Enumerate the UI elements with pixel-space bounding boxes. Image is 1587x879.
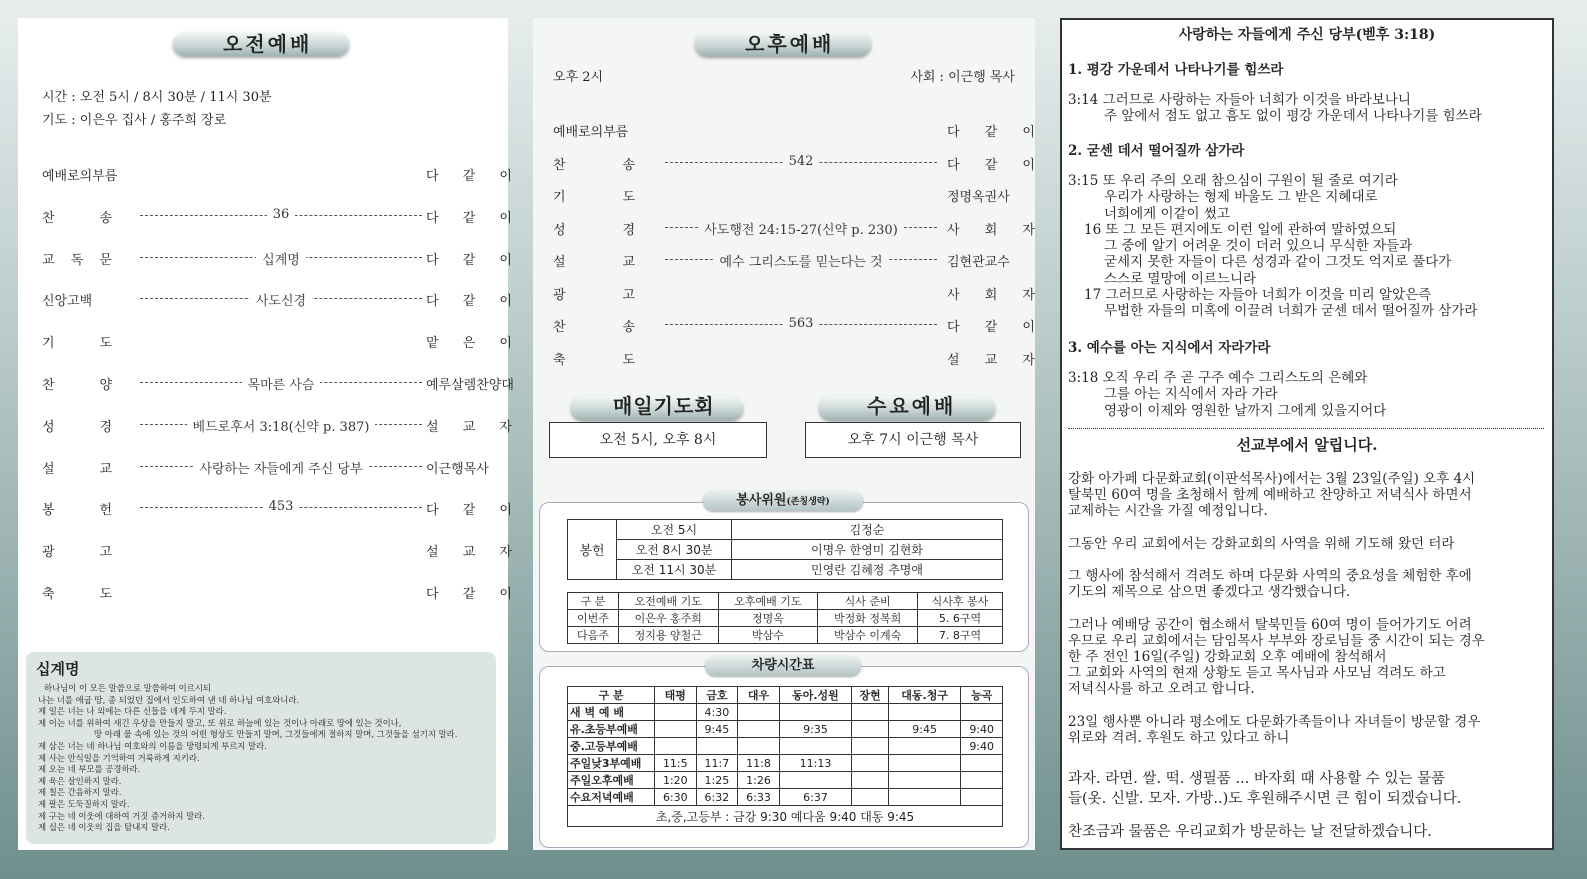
vehicle-cell: 6:33 — [738, 789, 780, 806]
offering-time: 오전 11시 30분 — [617, 560, 732, 580]
offering-names: 이명우 한영미 김현화 — [732, 540, 1003, 560]
order-item-name: 기 도 — [553, 190, 635, 205]
mission-line: 우므로 우리 교회에서는 담임목사 부부와 장로님들 중 시간이 되는 경우 — [1068, 632, 1485, 649]
vehicle-header-cell: 금호 — [696, 687, 738, 704]
mission-closing-3: 찬조금과 물품은 우리교회가 방문하는 날 전달하겠습니다. — [1068, 824, 1432, 840]
order-row — [42, 499, 512, 517]
vehicle-row — [568, 755, 1003, 772]
vehicle-footer-row — [568, 806, 1003, 827]
order-item-detail — [140, 207, 422, 222]
vehicle-cell — [961, 755, 1003, 772]
vehicle-cell — [779, 704, 851, 721]
duty-header-cell: 오후예배 기도 — [718, 593, 818, 610]
order-row — [553, 349, 1035, 367]
order-item-name: 찬 송 — [553, 157, 635, 173]
duty-table — [567, 592, 1003, 644]
vehicle-cell — [888, 789, 960, 806]
duty-cell: 박정화 정복희 — [818, 610, 918, 627]
order-item-leader: 다 같 이 — [947, 125, 1035, 140]
vehicle-cell — [852, 772, 889, 789]
offering-row — [568, 540, 1003, 560]
vehicle-cell — [738, 738, 780, 755]
vehicle-cell — [888, 738, 960, 755]
order-item-leader: 설 교 자 — [947, 352, 1035, 368]
vehicle-cell: 11:5 — [655, 755, 697, 772]
vehicle-cell: 6:30 — [655, 789, 697, 806]
order-item-detail — [140, 290, 422, 309]
vehicle-cell: 11:7 — [696, 755, 738, 772]
order-row — [42, 541, 512, 559]
sermon-line: 그를 아는 지식에서 자라 가라 — [1104, 386, 1278, 403]
order-item-detail-text: 목마른 사슴 — [242, 378, 321, 393]
mission-line: 탈북민 60여 명을 초청해서 함께 예배하고 찬양하고 저녁식사 하면서 — [1068, 487, 1472, 504]
vehicle-header-cell: 능곡 — [961, 687, 1003, 704]
notice-panel — [1060, 18, 1554, 850]
order-item-name: 축 도 — [553, 352, 635, 368]
vehicle-header-row — [568, 687, 1003, 704]
offering-time: 오전 8시 30분 — [617, 540, 732, 560]
order-item-name: 기 도 — [42, 336, 112, 352]
vehicle-header-cell: 장현 — [852, 687, 889, 704]
afternoon-service-panel — [533, 18, 1035, 850]
vehicle-cell — [888, 772, 960, 789]
duty-header-cell: 식사후 봉사 — [917, 593, 1002, 610]
order-item-leader: 정명옥권사 — [947, 190, 1010, 205]
order-item-detail — [665, 154, 937, 169]
offering-row — [568, 520, 1003, 540]
mission-closing-1: 과자. 라면. 쌀. 떡. 생필품 ... 바자회 때 사용할 수 있는 물품 — [1068, 771, 1446, 787]
duty-cell: 박삼수 — [718, 627, 818, 644]
mission-line — [1068, 601, 1485, 617]
mission-line: 그 행사에 참석해서 격려도 하며 다문화 사역의 중요성을 체험한 후에 — [1068, 568, 1472, 585]
order-item-detail-text: 베드로후서 3:18(신약 p. 387) — [187, 420, 376, 435]
duty-header-cell: 구 분 — [568, 593, 619, 610]
order-item-detail-text: 십계명 — [256, 253, 306, 268]
sermon-line: 3:15 또 우리 주의 오래 참으심이 구원이 될 줄로 여기라 — [1068, 173, 1398, 189]
vehicle-cell: 11:13 — [779, 755, 851, 772]
duty-cell: 박삼수 이계숙 — [818, 627, 918, 644]
mission-line: 위로와 격려. 후원도 하고 있다고 하니 — [1068, 730, 1290, 746]
vehicle-row — [568, 789, 1003, 806]
vehicle-cell — [961, 704, 1003, 721]
mission-line: 그 교회와 사역의 현재 상황도 듣고 목사님과 사모님 격려도 하고 — [1068, 665, 1446, 682]
vehicle-cell — [779, 738, 851, 755]
order-item-leader: 다 같 이 — [947, 157, 1035, 173]
volunteers-title-pill — [703, 491, 863, 511]
mission-line: 그동안 우리 교회에서는 강화교회의 사역을 위해 기도해 왔던 터라 — [1068, 535, 1455, 552]
wednesday-box: 오후 7시 이근행 목사 — [805, 422, 1021, 458]
decalogue-line: 제 삼은 너는 네 하나님 여호와의 이름을 망령되게 부르지 말라. — [38, 740, 267, 751]
sermon-point-3-text — [1068, 370, 1386, 419]
order-item-detail — [665, 251, 937, 270]
vehicle-cell: 새 벽 예 배 — [568, 704, 655, 721]
order-row — [553, 219, 1035, 237]
order-row — [42, 165, 512, 183]
order-item-detail — [665, 219, 937, 238]
vehicle-cell — [655, 704, 697, 721]
order-item-name: 교 독 문 — [42, 252, 112, 268]
vehicle-cell: 1:26 — [738, 772, 780, 789]
duty-cell: 다음주 — [568, 627, 619, 644]
sermon-line: 그 중에 알기 어려운 것이 더러 있으니 무식한 자들과 — [1104, 238, 1413, 255]
vehicle-header-cell: 동아.성원 — [779, 687, 851, 704]
order-item-detail — [140, 416, 422, 435]
order-item-name: 광 고 — [42, 545, 112, 561]
vehicle-cell — [852, 738, 889, 755]
vehicle-cell: 수요저녁예배 — [568, 789, 655, 806]
order-row — [42, 249, 512, 267]
order-item-leader: 설 교 자 — [426, 545, 512, 561]
vehicle-cell: 9:35 — [779, 721, 851, 738]
vehicle-cell: 1:25 — [696, 772, 738, 789]
sermon-point-2-text — [1068, 173, 1477, 320]
vehicle-title-pill — [705, 656, 861, 676]
order-item-detail — [140, 249, 422, 268]
afternoon-title: 오후예배 — [745, 32, 835, 56]
vehicle-cell — [655, 721, 697, 738]
order-item-name: 찬 송 — [553, 320, 635, 335]
sermon-line: 굳세지 못한 자들이 다른 성경과 같이 그것도 억지로 풀다가 — [1104, 254, 1452, 271]
vehicle-cell — [888, 755, 960, 772]
duty-cell: 이은우 홍주희 — [618, 610, 718, 627]
order-row — [42, 458, 512, 476]
daily-title: 매일기도회 — [613, 394, 715, 418]
order-item-leader: 김현관교수 — [947, 255, 1010, 270]
duty-cell: 이번주 — [568, 610, 619, 627]
mission-line — [1068, 552, 1485, 568]
order-item-name: 예배로의부름 — [42, 169, 118, 184]
order-item-detail-text: 사도행전 24:15-27(신약 p. 230) — [698, 223, 904, 238]
divider — [1068, 428, 1544, 429]
order-item-leader: 다 같 이 — [426, 587, 512, 602]
order-item-leader: 설 교 자 — [426, 419, 512, 435]
order-row — [553, 154, 1035, 172]
vehicle-row — [568, 738, 1003, 755]
order-item-detail-text: 사랑하는 자들에게 주신 당부 — [193, 462, 368, 477]
vehicle-cell — [961, 772, 1003, 789]
order-row — [42, 374, 512, 392]
order-item-name: 신앙고백 — [42, 294, 93, 310]
sermon-line: 우리가 사랑하는 형제 바울도 그 받은 지혜대로 — [1104, 189, 1378, 206]
order-item-leader: 다 같 이 — [426, 503, 512, 519]
order-item-leader: 사 회 자 — [947, 222, 1035, 238]
sermon-point-3: 3. 예수를 아는 지식에서 자라가라 — [1068, 340, 1271, 356]
decalogue-line: 제 육은 살인하지 말라. — [38, 775, 122, 786]
order-row — [42, 583, 512, 601]
order-row — [553, 251, 1035, 269]
vehicle-cell: 1:20 — [655, 772, 697, 789]
order-item-name: 축 도 — [42, 587, 112, 602]
order-row — [42, 332, 512, 350]
order-item-leader: 이근행목사 — [426, 461, 489, 477]
sermon-line: 주 앞에서 점도 없고 흠도 없이 평강 가운데서 나타나기를 힘쓰라 — [1104, 108, 1482, 125]
order-item-detail-text: 36 — [267, 207, 296, 222]
daily-box: 오전 5시, 오후 8시 — [549, 422, 767, 458]
order-item-detail-text: 453 — [263, 499, 300, 514]
decalogue-line: 제 오는 네 부모를 공경하라. — [38, 764, 141, 775]
offering-names: 김정순 — [732, 520, 1003, 540]
morning-title: 오전예배 — [223, 32, 313, 56]
order-item-name: 설 교 — [553, 255, 635, 270]
decalogue-line: 제 일은 너는 나 외에는 다른 신들을 네게 두지 말라. — [38, 706, 227, 717]
order-item-name: 광 고 — [553, 287, 635, 303]
vehicle-header-cell: 구 분 — [568, 687, 655, 704]
offering-row — [568, 560, 1003, 580]
decalogue-title: 십계명 — [36, 660, 80, 678]
order-item-detail — [665, 316, 937, 331]
mission-line: 교제하는 시간을 가질 예정입니다. — [1068, 503, 1268, 520]
order-item-detail-text: 542 — [783, 154, 820, 169]
morning-service-panel — [18, 18, 514, 850]
sermon-line: 3:18 오직 우리 주 곧 구주 예수 그리스도의 은혜와 — [1068, 370, 1368, 386]
mission-text — [1068, 471, 1485, 746]
order-item-detail-text: 사도신경 — [250, 294, 312, 309]
offering-names: 민영란 김혜정 추명애 — [732, 560, 1003, 580]
sermon-point-2: 2. 굳센 데서 떨어질까 삼가라 — [1068, 143, 1245, 159]
offering-table — [567, 519, 1003, 580]
order-item-detail-text: 563 — [783, 316, 820, 331]
order-row — [42, 207, 512, 225]
vehicle-footer: 초,중,고등부 : 금강 9:30 예다움 9:40 대동 9:45 — [568, 806, 1003, 827]
duty-row — [568, 627, 1003, 644]
order-item-leader: 다 같 이 — [426, 294, 512, 310]
decalogue-text — [38, 683, 457, 834]
vehicle-cell — [696, 738, 738, 755]
sermon-line: 무법한 자들의 미혹에 이끌려 너희가 굳센 데서 떨어질까 삼가라 — [1104, 303, 1478, 320]
vehicle-cell — [738, 704, 780, 721]
vehicle-cell: 9:40 — [961, 721, 1003, 738]
morning-time: 시간 : 오전 5시 / 8시 30분 / 11시 30분 — [42, 90, 272, 105]
decalogue-line: 제 구는 네 이웃에 대하여 거짓 증거하지 말라. — [38, 810, 205, 821]
order-row — [553, 284, 1035, 302]
order-item-name: 성 경 — [553, 222, 635, 238]
vehicle-table — [567, 686, 1003, 827]
order-item-detail — [140, 499, 422, 514]
decalogue-line: 제 팔은 도둑질하지 말라. — [38, 798, 130, 809]
vehicle-cell: 주일낮3부예배 — [568, 755, 655, 772]
order-item-leader: 다 같 이 — [426, 210, 512, 226]
wednesday-title: 수요예배 — [867, 394, 957, 418]
vehicle-cell: 11:8 — [738, 755, 780, 772]
vehicle-cell — [852, 704, 889, 721]
mission-closing-2: 들(옷. 신발. 모자. 가방..)도 후원해주시면 큰 힘이 되겠습니다. — [1068, 791, 1462, 807]
duty-header-cell: 식사 준비 — [818, 593, 918, 610]
afternoon-time: 오후 2시 — [553, 70, 604, 85]
sermon-point-1-text — [1068, 92, 1482, 125]
offering-label: 봉헌 — [568, 520, 617, 580]
duty-cell: 정명옥 — [718, 610, 818, 627]
vehicle-cell — [655, 738, 697, 755]
order-item-name: 성 경 — [42, 419, 112, 435]
vehicle-row — [568, 704, 1003, 721]
decalogue-line: 땅 아래 물 속에 있는 것의 어떤 형상도 만들지 말며, 그것들에게 절하지 말며, 그것들을 섬기지 말라. — [94, 729, 458, 740]
order-row — [42, 416, 512, 434]
vehicle-cell — [961, 789, 1003, 806]
sermon-line: 17 그러므로 사랑하는 자들아 너희가 이것을 미리 알았은즉 — [1084, 287, 1432, 304]
vehicle-cell — [852, 755, 889, 772]
vehicle-cell: 9:45 — [696, 721, 738, 738]
order-row — [553, 316, 1035, 334]
order-item-leader: 다 같 이 — [947, 320, 1035, 335]
sermon-line: 영광이 이제와 영원한 날까지 그에게 있을지어다 — [1104, 402, 1387, 419]
order-item-name: 찬 양 — [42, 378, 112, 393]
decalogue-line: 제 칠은 간음하지 말라. — [38, 787, 122, 798]
decalogue-line: 하나님이 이 모든 말씀으로 말씀하여 이르시되 — [44, 683, 212, 693]
mission-line: 한 주 전인 16일(주일) 강화교회 오후 예배에 참석해서 — [1068, 649, 1387, 666]
duty-row — [568, 610, 1003, 627]
order-item-leader: 맡 은 이 — [426, 336, 512, 352]
order-item-leader: 다 같 이 — [426, 169, 512, 184]
vehicle-header-cell: 태평 — [655, 687, 697, 704]
duty-header-cell: 오전예배 기도 — [618, 593, 718, 610]
mission-line: 저녁식사를 하고 오려고 합니다. — [1068, 681, 1255, 698]
order-row — [553, 121, 1035, 139]
duty-cell: 정지용 양철근 — [618, 627, 718, 644]
vehicle-cell: 9:40 — [961, 738, 1003, 755]
vehicle-cell: 유.초등부예배 — [568, 721, 655, 738]
vehicle-cell — [738, 721, 780, 738]
vehicle-cell: 9:45 — [888, 721, 960, 738]
volunteers-title-sub: (존칭생략) — [786, 497, 830, 507]
vehicle-row — [568, 772, 1003, 789]
vehicle-cell: 중.고등부예배 — [568, 738, 655, 755]
duty-cell: 5. 6구역 — [917, 610, 1002, 627]
morning-prayer: 기도 : 이은우 집사 / 홍주희 장로 — [42, 113, 227, 128]
order-item-detail — [140, 374, 422, 393]
volunteers-title: 봉사위원 — [736, 493, 787, 508]
mission-line — [1068, 698, 1485, 714]
vehicle-header-cell: 대동.청구 — [888, 687, 960, 704]
order-item-name: 찬 송 — [42, 210, 112, 226]
order-item-leader: 다 같 이 — [426, 252, 512, 268]
sermon-title: 사랑하는 자들에게 주신 당부(벧후 3:18) — [1178, 27, 1436, 43]
decalogue-line: 제 십은 네 이웃의 집을 탐내지 말라. — [38, 822, 170, 833]
vehicle-cell — [779, 772, 851, 789]
vehicle-cell: 주일오후예배 — [568, 772, 655, 789]
mission-title: 선교부에서 알립니다. — [1236, 436, 1378, 454]
duty-cell: 7. 8구역 — [917, 627, 1002, 644]
duty-header-row — [568, 593, 1003, 610]
vehicle-cell: 4:30 — [696, 704, 738, 721]
afternoon-host: 사회 : 이근행 목사 — [910, 70, 1015, 85]
vehicle-title: 차량시간표 — [751, 658, 815, 673]
decalogue-line: 제 이는 너를 위하여 새긴 우상을 만들지 말고, 또 위로 하늘에 있는 것이나 아래로 땅에 있는 것이나, — [38, 717, 402, 728]
sermon-point-1: 1. 평강 가운데서 나타나기를 힘쓰라 — [1068, 62, 1284, 78]
vehicle-row — [568, 721, 1003, 738]
order-item-detail-text: 예수 그리스도를 믿는다는 것 — [713, 255, 888, 270]
mission-line: 그러나 예배당 공간이 협소해서 탈북민들 60여 명이 들어가기도 어려 — [1068, 616, 1472, 633]
offering-time: 오전 5시 — [617, 520, 732, 540]
vehicle-header-cell: 대우 — [738, 687, 780, 704]
vehicle-cell: 6:37 — [779, 789, 851, 806]
mission-line: 강화 아가페 다문화교회(이판석목사)에서는 3월 23일(주일) 오후 4시 — [1068, 471, 1476, 487]
mission-line: 기도의 제목으로 삼으면 좋겠다고 생각했습니다. — [1068, 584, 1351, 601]
order-item-name: 예배로의부름 — [553, 125, 629, 140]
vehicle-cell — [852, 789, 889, 806]
mission-line: 23일 행사뿐 아니라 평소에도 다문화가족들이나 자녀들이 방문할 경우 — [1068, 713, 1481, 730]
vehicle-cell: 6:32 — [696, 789, 738, 806]
vehicle-cell — [852, 721, 889, 738]
sermon-line: 3:14 그러므로 사랑하는 자들아 너희가 이것을 바라보나니 — [1068, 92, 1411, 108]
order-item-name: 봉 헌 — [42, 503, 112, 519]
sermon-line: 스스로 멸망에 이르느니라 — [1104, 270, 1257, 287]
decalogue-line: 제 사는 안식일을 기억하여 거룩하게 지키라. — [38, 752, 200, 763]
sermon-line: 너희에게 이같이 썼고 — [1104, 205, 1230, 222]
mission-line — [1068, 520, 1485, 536]
order-item-name: 설 교 — [42, 461, 112, 477]
decalogue-line: 나는 너를 애굽 땅, 종 되었던 집에서 인도하여 낸 네 하나님 여호와니라. — [38, 694, 300, 705]
order-row — [553, 186, 1035, 204]
decalogue-box — [26, 652, 496, 844]
order-item-detail — [140, 458, 422, 477]
order-item-leader: 예루살렘찬양대 — [426, 378, 514, 393]
vehicle-cell — [888, 704, 960, 721]
order-item-leader: 사 회 자 — [947, 287, 1035, 303]
sermon-line: 16 또 그 모든 편지에도 이런 일에 관하여 말하였으되 — [1084, 221, 1397, 238]
order-row — [42, 290, 512, 308]
